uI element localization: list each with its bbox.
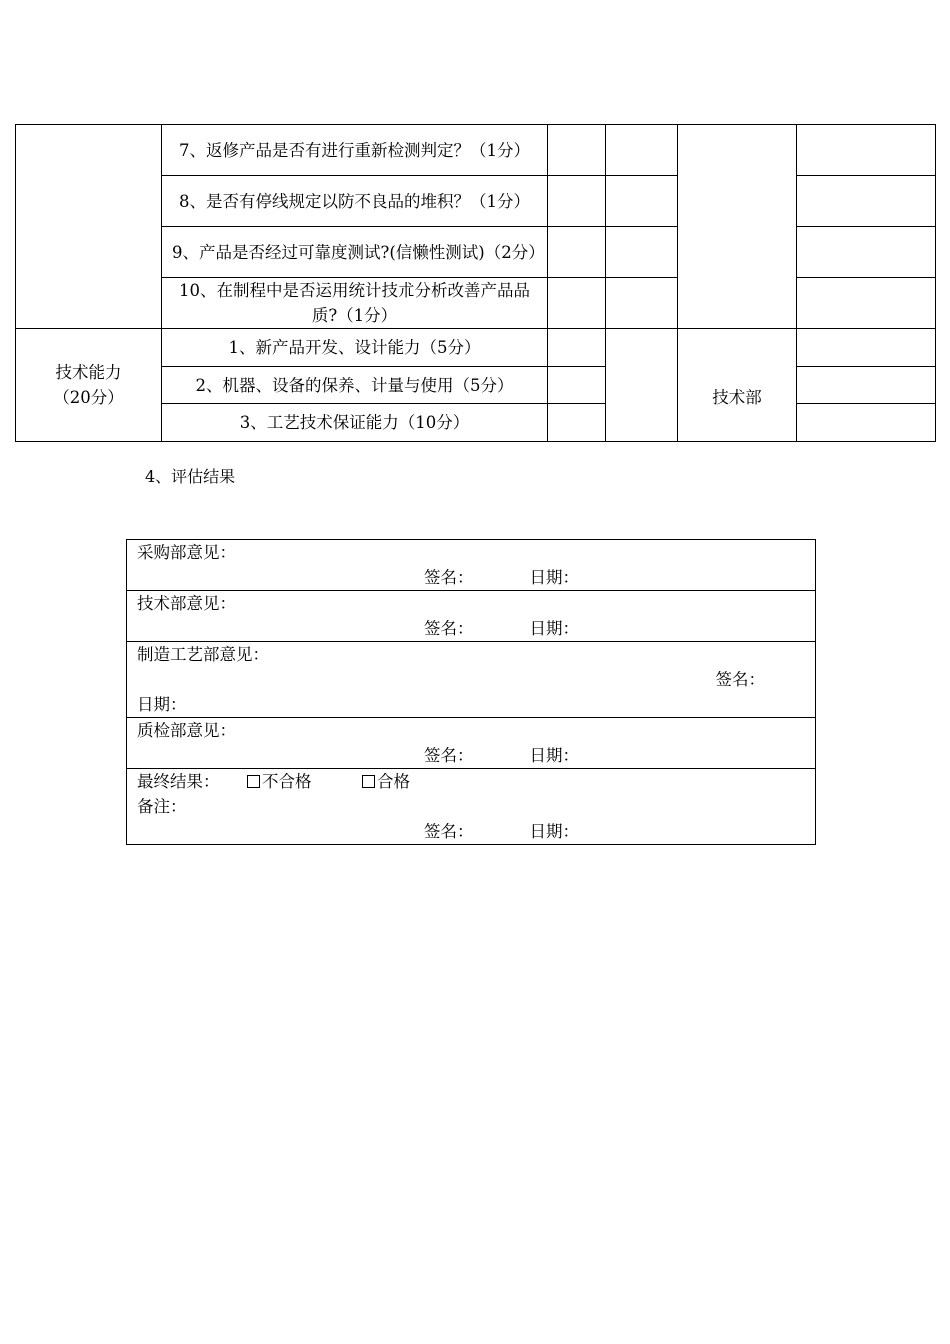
final-result-label: 最终结果： — [137, 772, 220, 791]
item-10: 10、在制程中是否运用统计技朮分析改善产品品质?（1分） — [162, 278, 548, 329]
tech-item-3: 3、工艺技术保证能力（10分） — [162, 404, 548, 442]
score-cell — [548, 176, 606, 227]
signature-line — [137, 616, 815, 641]
remark-cell — [797, 227, 936, 278]
date-label: 日期： — [529, 619, 579, 638]
opinion-row-quality — [127, 718, 816, 769]
sign-label: 签名： — [424, 619, 474, 638]
table-row — [16, 125, 936, 176]
score-cell — [548, 367, 606, 404]
score-cell — [548, 404, 606, 442]
opinion-row-purchasing — [127, 540, 816, 591]
score-cell — [548, 125, 606, 176]
sign-label: 签名： — [424, 568, 474, 587]
score-cell — [548, 278, 606, 329]
item-7: 7、返修产品是否有进行重新检测判定？（1分） — [162, 125, 548, 176]
evaluation-table — [15, 124, 936, 442]
final-result-line — [137, 769, 815, 794]
remark-cell — [797, 125, 936, 176]
opinion-cell — [127, 718, 816, 769]
sign-label: 签名： — [424, 746, 474, 765]
tech-item-2: 2、机器、设备的保养、计量与使用（5分） — [162, 367, 548, 404]
remark-cell — [797, 278, 936, 329]
option-pass[interactable] — [362, 769, 410, 794]
technical-opinion-label: 技术部意见： — [137, 594, 236, 613]
option-fail-label: 不合格 — [262, 772, 312, 791]
score-cell — [606, 329, 678, 442]
date-label: 日期： — [529, 822, 579, 841]
score-cell — [548, 227, 606, 278]
opinion-cell — [127, 540, 816, 591]
dept-cell-empty — [678, 125, 797, 329]
score-cell — [606, 125, 678, 176]
signature-line — [137, 819, 815, 844]
item-9: 9、产品是否经过可靠度测试?(信懒性测试)（2分） — [162, 227, 548, 278]
remark-cell — [797, 404, 936, 442]
signature-line — [137, 565, 815, 590]
date-label: 日期： — [529, 746, 579, 765]
sign-label: 签名： — [424, 822, 474, 841]
tech-category-score: （20分） — [53, 388, 124, 407]
date-label: 日期： — [529, 568, 579, 587]
remarks-label: 备注： — [137, 797, 187, 816]
opinion-table — [126, 539, 816, 845]
opinion-row-technical — [127, 591, 816, 642]
opinion-cell — [127, 591, 816, 642]
remark-cell — [797, 329, 936, 367]
score-cell — [606, 227, 678, 278]
opinion-cell — [127, 642, 816, 718]
option-pass-label: 合格 — [377, 772, 410, 791]
remark-cell — [797, 367, 936, 404]
checkbox-icon[interactable] — [247, 775, 260, 788]
score-cell — [548, 329, 606, 367]
checkbox-icon[interactable] — [362, 775, 375, 788]
tech-category-name: 技术能力 — [55, 363, 122, 382]
opinion-cell — [127, 769, 816, 845]
purchasing-opinion-label: 采购部意见： — [137, 543, 236, 562]
section-heading: 4、评估结果 — [145, 467, 236, 486]
tech-category-cell — [16, 329, 162, 442]
tech-item-1: 1、新产品开发、设计能力（5分） — [162, 329, 548, 367]
option-fail[interactable] — [247, 769, 362, 794]
sign-label: 签名： — [715, 670, 765, 689]
score-cell — [606, 176, 678, 227]
remark-cell — [797, 176, 936, 227]
item-8: 8、是否有停线规定以防不良品的堆积？（1分） — [162, 176, 548, 227]
signature-line — [137, 743, 815, 768]
quality-opinion-label: 质检部意见： — [137, 721, 236, 740]
score-cell — [606, 278, 678, 329]
category-cell-empty — [16, 125, 162, 329]
tech-dept-cell: 技术部 — [678, 329, 797, 442]
table-row — [16, 329, 936, 367]
opinion-row-final — [127, 769, 816, 845]
opinion-row-manufacturing — [127, 642, 816, 718]
manufacturing-opinion-label: 制造工艺部意见： — [137, 645, 269, 664]
date-label: 日期： — [137, 695, 187, 714]
